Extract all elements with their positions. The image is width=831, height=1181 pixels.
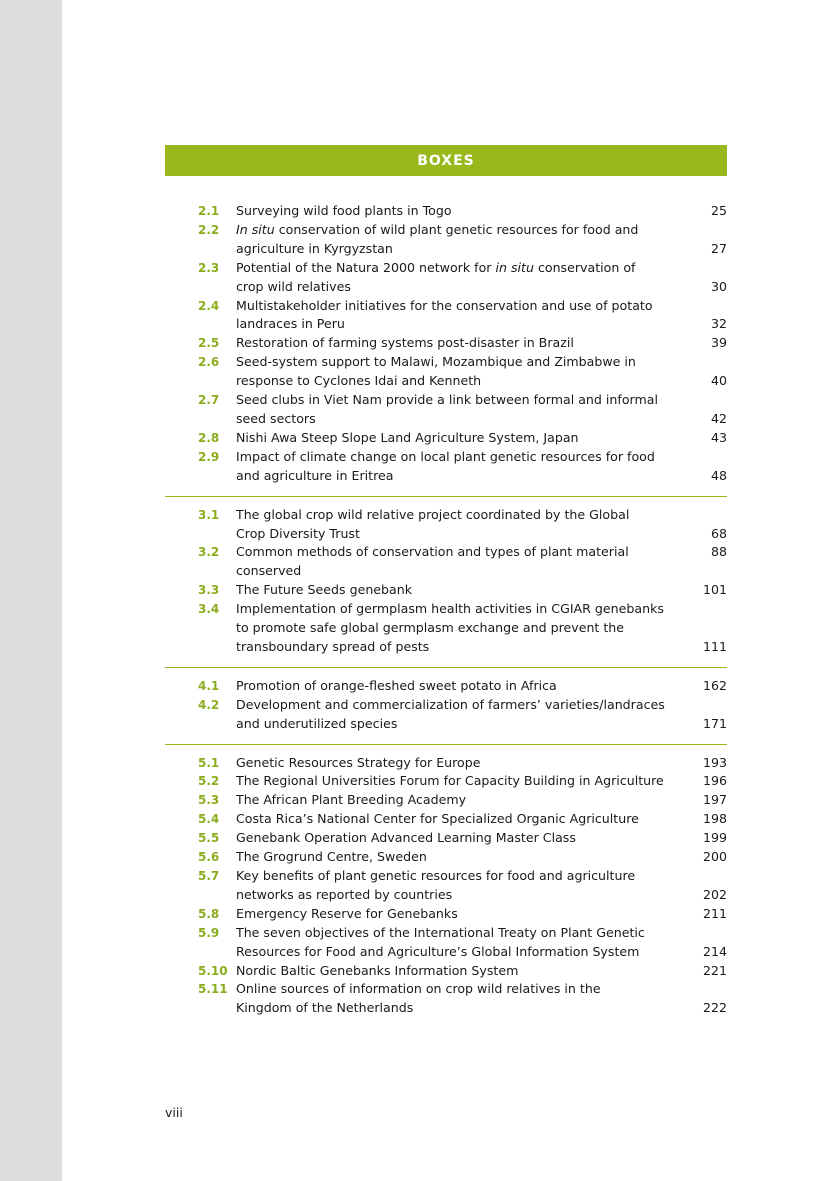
box-entry[interactable] [165, 810, 727, 829]
box-number: 5.3 [198, 793, 220, 808]
box-title-line: seed sectors [236, 410, 316, 426]
box-page-number: 40 [710, 373, 727, 389]
box-entry[interactable] [165, 297, 727, 335]
box-title-line: Resources for Food and Agriculture’s Global Information System [236, 943, 640, 959]
box-number: 3.2 [198, 545, 220, 560]
box-entry[interactable] [165, 353, 727, 391]
boxes-section [165, 202, 727, 496]
box-number: 5.5 [198, 831, 220, 846]
box-page-number: 193 [702, 754, 727, 770]
box-entry[interactable] [165, 429, 727, 448]
box-title-line: Kingdom of the Netherlands [236, 1000, 414, 1016]
box-page-number: 197 [702, 792, 727, 808]
box-page-number: 30 [710, 278, 727, 294]
box-page-number: 222 [702, 1000, 727, 1016]
box-title-line: Costa Rica’s National Center for Specialized Organic Agriculture [236, 811, 639, 827]
box-title-line: to promote safe global germplasm exchange and prevent the [236, 620, 625, 636]
box-page-number: 25 [710, 203, 727, 218]
box-entry[interactable] [165, 677, 727, 696]
box-title-line: Nishi Awa Steep Slope Land Agriculture System, Japan [236, 429, 579, 445]
box-entry[interactable] [165, 202, 727, 221]
box-page-number: 199 [702, 830, 727, 846]
box-entry[interactable] [165, 696, 727, 734]
box-title-line: The Grogrund Centre, Sweden [236, 849, 427, 865]
box-number: 2.9 [198, 449, 220, 464]
box-title-line: and underutilized species [236, 715, 398, 731]
box-title-line: Emergency Reserve for Genebanks [236, 905, 458, 921]
box-title-line: The Regional Universities Forum for Capacity Building in Agriculture [236, 773, 664, 789]
box-page-number: 101 [702, 582, 727, 598]
box-number: 5.11 [198, 982, 228, 997]
boxes-list [165, 202, 727, 1028]
box-number: 5.4 [198, 812, 220, 827]
box-entry[interactable] [165, 848, 727, 867]
box-entry[interactable] [165, 581, 727, 600]
box-page-number: 200 [702, 849, 727, 865]
box-number: 4.2 [198, 697, 220, 712]
box-number: 2.4 [198, 298, 220, 313]
box-entry[interactable] [165, 448, 727, 486]
box-entry[interactable] [165, 334, 727, 353]
box-title-line: Restoration of farming systems post-disaster in Brazil [236, 335, 574, 351]
box-number: 5.1 [198, 755, 220, 770]
box-title-line: Development and commercialization of farmers’ varieties/landraces [236, 696, 665, 712]
box-number: 4.1 [198, 678, 220, 693]
box-page-number: 171 [702, 715, 727, 731]
box-title-line: and agriculture in Eritrea [236, 467, 394, 483]
box-entry[interactable] [165, 772, 727, 791]
box-page-number: 42 [710, 410, 727, 426]
box-page-number: 162 [702, 677, 727, 693]
page-margin-bar [0, 0, 62, 1181]
boxes-header: BOXES [165, 145, 727, 176]
box-number: 3.4 [198, 602, 220, 617]
box-page-number: 48 [710, 467, 727, 483]
box-entry[interactable] [165, 600, 727, 657]
box-title-line: landraces in Peru [236, 316, 345, 332]
box-number: 3.3 [198, 583, 220, 598]
box-title-line: Surveying wild food plants in Togo [236, 203, 452, 218]
box-page-number: 221 [702, 962, 727, 978]
box-number: 5.6 [198, 850, 220, 865]
box-title-line: Genetic Resources Strategy for Europe [236, 754, 481, 770]
box-title-line: The Future Seeds genebank [236, 582, 413, 598]
box-number: 2.3 [198, 260, 220, 275]
box-entry[interactable] [165, 791, 727, 810]
box-entry[interactable] [165, 924, 727, 962]
box-title-line: Implementation of germplasm health activities in CGIAR genebanks [236, 601, 664, 617]
box-title-line: crop wild relatives [236, 278, 351, 294]
box-title-line: Seed-system support to Malawi, Mozambique and Zimbabwe in [236, 354, 636, 370]
box-page-number: 198 [702, 811, 727, 827]
box-entry[interactable] [165, 980, 727, 1018]
box-entry[interactable] [165, 259, 727, 297]
box-title-line: response to Cyclones Idai and Kenneth [236, 373, 482, 389]
box-title-line: Multistakeholder initiatives for the conservation and use of potato [236, 297, 653, 313]
box-title-line: The African Plant Breeding Academy [236, 792, 467, 808]
boxes-section [165, 667, 727, 744]
box-title-line: Crop Diversity Trust [236, 525, 360, 541]
box-entry[interactable] [165, 829, 727, 848]
box-number: 5.8 [198, 906, 220, 921]
box-page-number: 27 [710, 240, 727, 256]
box-entry[interactable] [165, 391, 727, 429]
box-number: 2.1 [198, 204, 220, 218]
box-number: 5.7 [198, 869, 220, 883]
box-entry[interactable] [165, 754, 727, 773]
boxes-section [165, 496, 727, 667]
box-title-line: Promotion of orange-fleshed sweet potato in Africa [236, 677, 557, 693]
box-title-line: Seed clubs in Viet Nam provide a link between formal and informal [236, 392, 658, 408]
box-entry[interactable] [165, 962, 727, 981]
box-title-line: The seven objectives of the International Treaty on Plant Genetic [236, 924, 645, 940]
box-number: 3.1 [198, 507, 220, 522]
box-title-line: In situ conservation of wild plant genetic resources for food and [236, 221, 639, 237]
box-page-number: 211 [702, 905, 727, 921]
box-entry[interactable] [165, 867, 727, 905]
box-entry[interactable] [165, 506, 727, 544]
box-page-number: 196 [702, 773, 727, 789]
box-number: 2.2 [198, 222, 220, 237]
box-page-number: 202 [702, 886, 727, 902]
box-number: 2.6 [198, 355, 220, 370]
box-page-number: 88 [710, 544, 727, 560]
box-page-number: 111 [702, 638, 727, 654]
box-entry[interactable] [165, 221, 727, 259]
box-entry[interactable] [165, 543, 727, 581]
box-page-number: 32 [710, 316, 727, 332]
box-number: 2.5 [198, 336, 220, 351]
box-entry[interactable] [165, 905, 727, 924]
box-title-line: The global crop wild relative project coordinated by the Global [236, 506, 630, 522]
box-title-line: Genebank Operation Advanced Learning Master Class [236, 830, 576, 846]
box-number: 2.7 [198, 393, 220, 408]
box-title-line: Nordic Baltic Genebanks Information System [236, 962, 519, 978]
box-number: 5.9 [198, 925, 220, 940]
box-title-line: agriculture in Kyrgyzstan [236, 240, 393, 256]
box-number: 5.2 [198, 774, 220, 789]
box-number: 2.8 [198, 430, 220, 445]
box-page-number: 214 [702, 943, 727, 959]
box-title-line: Common methods of conservation and types of plant material conserved [236, 544, 629, 579]
box-title-line: transboundary spread of pests [236, 638, 430, 654]
box-page-number: 43 [710, 429, 727, 445]
box-title-line: Key benefits of plant genetic resources for food and agriculture [236, 868, 636, 883]
box-page-number: 39 [710, 335, 727, 351]
box-title-line: Online sources of information on crop wild relatives in the [236, 981, 601, 997]
box-title-line: networks as reported by countries [236, 886, 453, 902]
box-title-line: Impact of climate change on local plant genetic resources for food [236, 448, 655, 464]
box-page-number: 68 [710, 525, 727, 541]
box-title-line: Potential of the Natura 2000 network for in situ conservation of [236, 259, 636, 275]
box-number: 5.10 [198, 963, 228, 978]
page-number: viii [165, 1105, 183, 1120]
boxes-section [165, 744, 727, 1029]
